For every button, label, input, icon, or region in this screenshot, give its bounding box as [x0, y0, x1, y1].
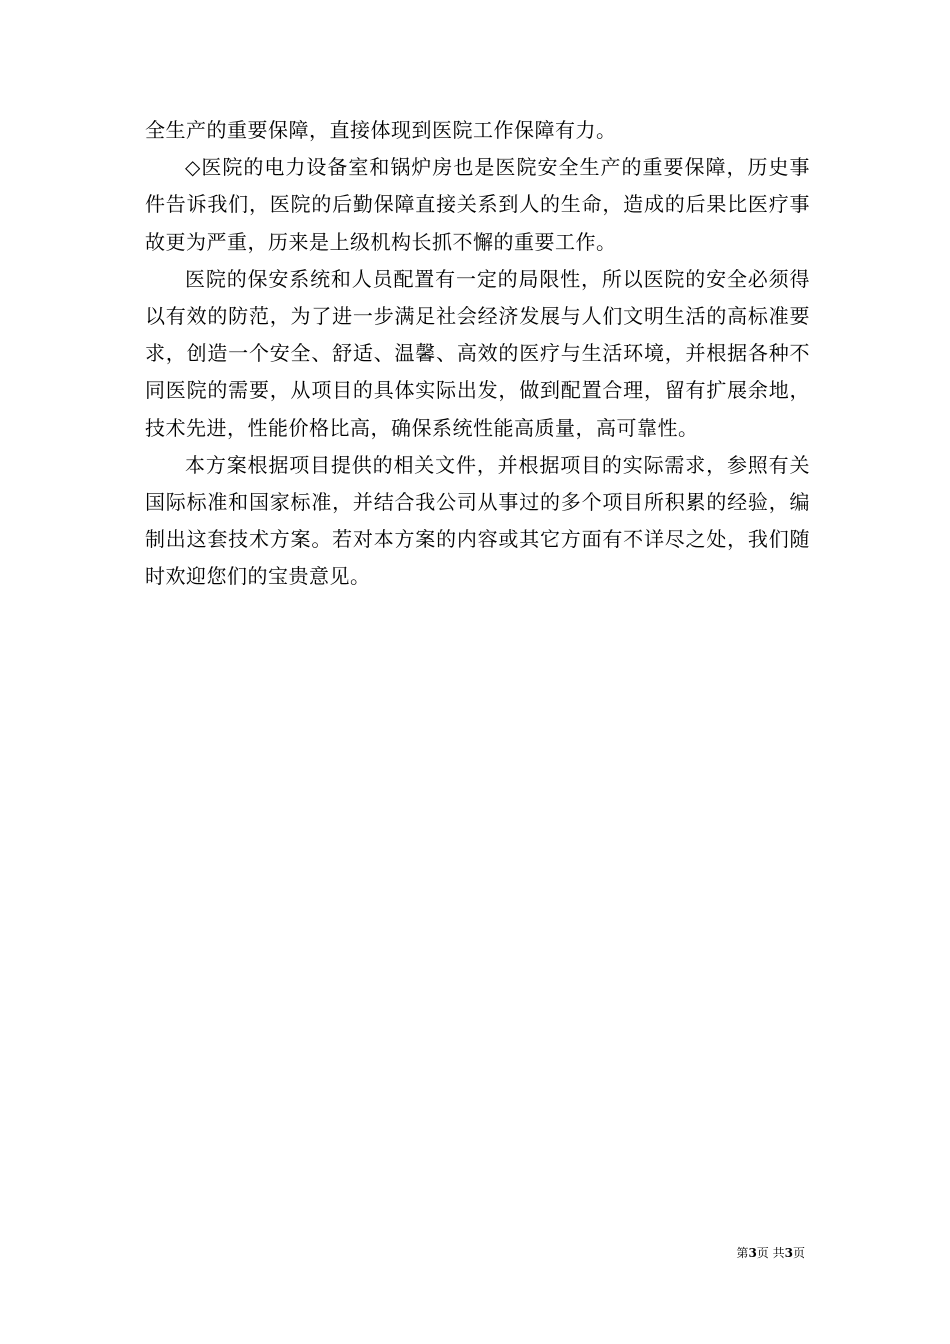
paragraph-power-equipment: ◇医院的电力设备室和锅炉房也是医院安全生产的重要保障，历史事件告诉我们，医院的后勤保障直接关系到人的生命，造成的后果比医疗事故更为严重，历来是上级机构长抓不懈的重要工作。 — [145, 155, 810, 254]
footer-total-pages: 3 — [784, 1246, 793, 1260]
page-footer — [736, 1245, 805, 1261]
footer-suffix: 页 — [792, 1246, 805, 1260]
document-body — [145, 112, 810, 596]
footer-prefix: 第 — [736, 1246, 749, 1260]
paragraph-security-system: 医院的保安系统和人员配置有一定的局限性，所以医院的安全必须得以有效的防范，为了进一步满足社会经济发展与人们文明生活的高标准要求，创造一个安全、舒适、温馨、高效的医疗与生活环境，并根据各种不同医院的需要，从项目的具体实际出发，做到配置合理，留有扩展余地，技术先进，性能价格比高，确保系统性能高质量，高可靠性。 — [145, 266, 810, 440]
footer-middle: 页 共 — [756, 1246, 785, 1260]
paragraph-continuation: 全生产的重要保障，直接体现到医院工作保障有力。 — [145, 118, 617, 142]
paragraph-plan-description: 本方案根据项目提供的相关文件，并根据项目的实际需求，参照有关国际标准和国家标准，并结合我公司从事过的多个项目所积累的经验，编制出这套技术方案。若对本方案的内容或其它方面有不详尽之处，我们随时欢迎您们的宝贵意见。 — [145, 452, 810, 589]
footer-current-page: 3 — [748, 1246, 757, 1260]
